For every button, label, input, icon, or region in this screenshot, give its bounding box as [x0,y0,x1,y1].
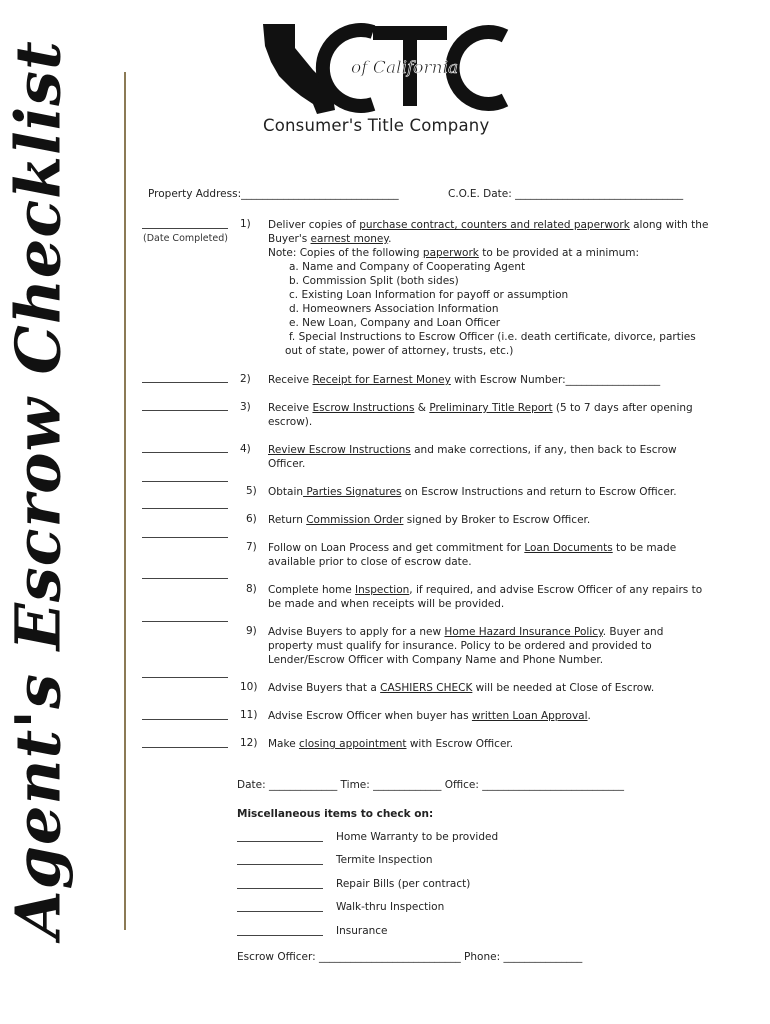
checklist-item-1: Deliver copies of purchase contract, counters and related paperwork along with the Buyer's earnest money. Note: Copies of the following paperwork to be provided at a minimum: [268,219,709,259]
svg-text:of California: of California [351,58,459,78]
checklist-item-4: Review Escrow Instructions and make corrections, if any, then back to Escrow Officer. [268,444,677,470]
subitem: a. Name and Company of Cooperating Agent [289,261,526,273]
checklist-item-3: Receive Escrow Instructions & Preliminary Title Report (5 to 7 days after opening escrow). [268,402,693,428]
item-number: 2) [240,373,251,385]
date-completed-blank-12[interactable] [142,747,228,748]
date-completed-blank-6[interactable] [142,537,228,538]
company-name: Consumer's Title Company [263,116,490,135]
subitem: d. Homeowners Association Information [289,303,499,315]
date-completed-blank-8[interactable] [142,621,228,622]
date-completed-blank-9[interactable] [142,677,228,678]
misc-check-blank[interactable] [237,935,323,936]
misc-check-blank[interactable] [237,864,323,865]
date-completed-blank-2[interactable] [142,382,228,383]
purchase-contract-link: purchase contract, counters and related paperwork [359,219,630,231]
date-completed-label: (Date Completed) [143,233,228,244]
california-ctc-logo-graphic [255,18,515,118]
misc-item: Walk-thru Inspection [336,901,445,913]
date-completed-blank-7[interactable] [142,578,228,579]
item-number: 1) [240,218,251,230]
item-number: 12) [240,737,258,749]
misc-check-blank[interactable] [237,888,323,889]
checklist-item-8: Complete home Inspection, if required, and advise Escrow Officer of any repairs to be made and when receipts will be provided. [268,584,703,610]
date-completed-blank-1[interactable] [142,228,228,229]
checklist-item-10: Advise Buyers that a CASHIERS CHECK will be needed at Close of Escrow. [268,682,655,694]
date-completed-blank-5a[interactable] [142,481,228,482]
misc-item: Insurance [336,925,388,937]
misc-heading: Miscellaneous items to check on: [237,808,434,820]
checklist-item-12: Make closing appointment with Escrow Officer. [268,738,514,750]
misc-check-blank[interactable] [237,911,323,912]
vertical-divider [124,72,126,930]
item-number: 10) [240,681,258,693]
item-number: 6) [246,513,257,525]
item-number: 4) [240,443,251,455]
item-1-subitems [289,260,696,344]
date-completed-blank-11[interactable] [142,719,228,720]
misc-item: Termite Inspection [336,854,433,866]
checklist-item-9: Advise Buyers to apply for a new Home Hazard Insurance Policy. Buyer and property must qualify for insurance. Policy to be ordered and provided to Lender/Escrow Officer with Company Name and Phone Number. [268,626,664,666]
date-completed-blank-4[interactable] [142,452,228,453]
subitem: c. Existing Loan Information for payoff or assumption [289,289,569,301]
misc-check-blank[interactable] [237,841,323,842]
checklist-item-6: Return Commission Order signed by Broker to Escrow Officer. [268,514,591,526]
date-time-office-line[interactable]: Date: _____________ Time: _____________ Office: ___________________________ [237,779,624,791]
subitem: f. Special Instructions to Escrow Officer (i.e. death certificate, divorce, parties [289,331,696,343]
checklist-item-7: Follow on Loan Process and get commitment for Loan Documents to be made available prior to close of escrow date. [268,542,677,568]
subitem: e. New Loan, Company and Loan Officer [289,317,501,329]
date-completed-blank-5[interactable] [142,508,228,509]
date-completed-blank-3[interactable] [142,410,228,411]
item-number: 8) [246,583,257,595]
property-address-field[interactable]: Property Address:______________________________ [148,188,399,200]
item-number: 11) [240,709,258,721]
subitem-continuation: out of state, power of attorney, trusts, etc.) [285,345,514,357]
item-number: 3) [240,401,251,413]
subitem: b. Commission Split (both sides) [289,275,459,287]
escrow-officer-phone-line[interactable]: Escrow Officer: ___________________________ Phone: _______________ [237,951,583,963]
checklist-item-11: Advise Escrow Officer when buyer has written Loan Approval. [268,710,591,722]
misc-item: Repair Bills (per contract) [336,878,471,890]
checklist-item-5: Obtain Parties Signatures on Escrow Instructions and return to Escrow Officer. [268,486,677,498]
checklist-title: Agent's Escrow Checklist [1,40,75,939]
item-number: 7) [246,541,257,553]
item-number: 9) [246,625,257,637]
coe-date-field[interactable]: C.O.E. Date: ________________________________ [448,188,684,200]
company-logo [255,18,515,143]
item-number: 5) [246,485,257,497]
checklist-item-2: Receive Receipt for Earnest Money with Escrow Number:__________________ [268,374,661,386]
misc-item: Home Warranty to be provided [336,831,499,843]
